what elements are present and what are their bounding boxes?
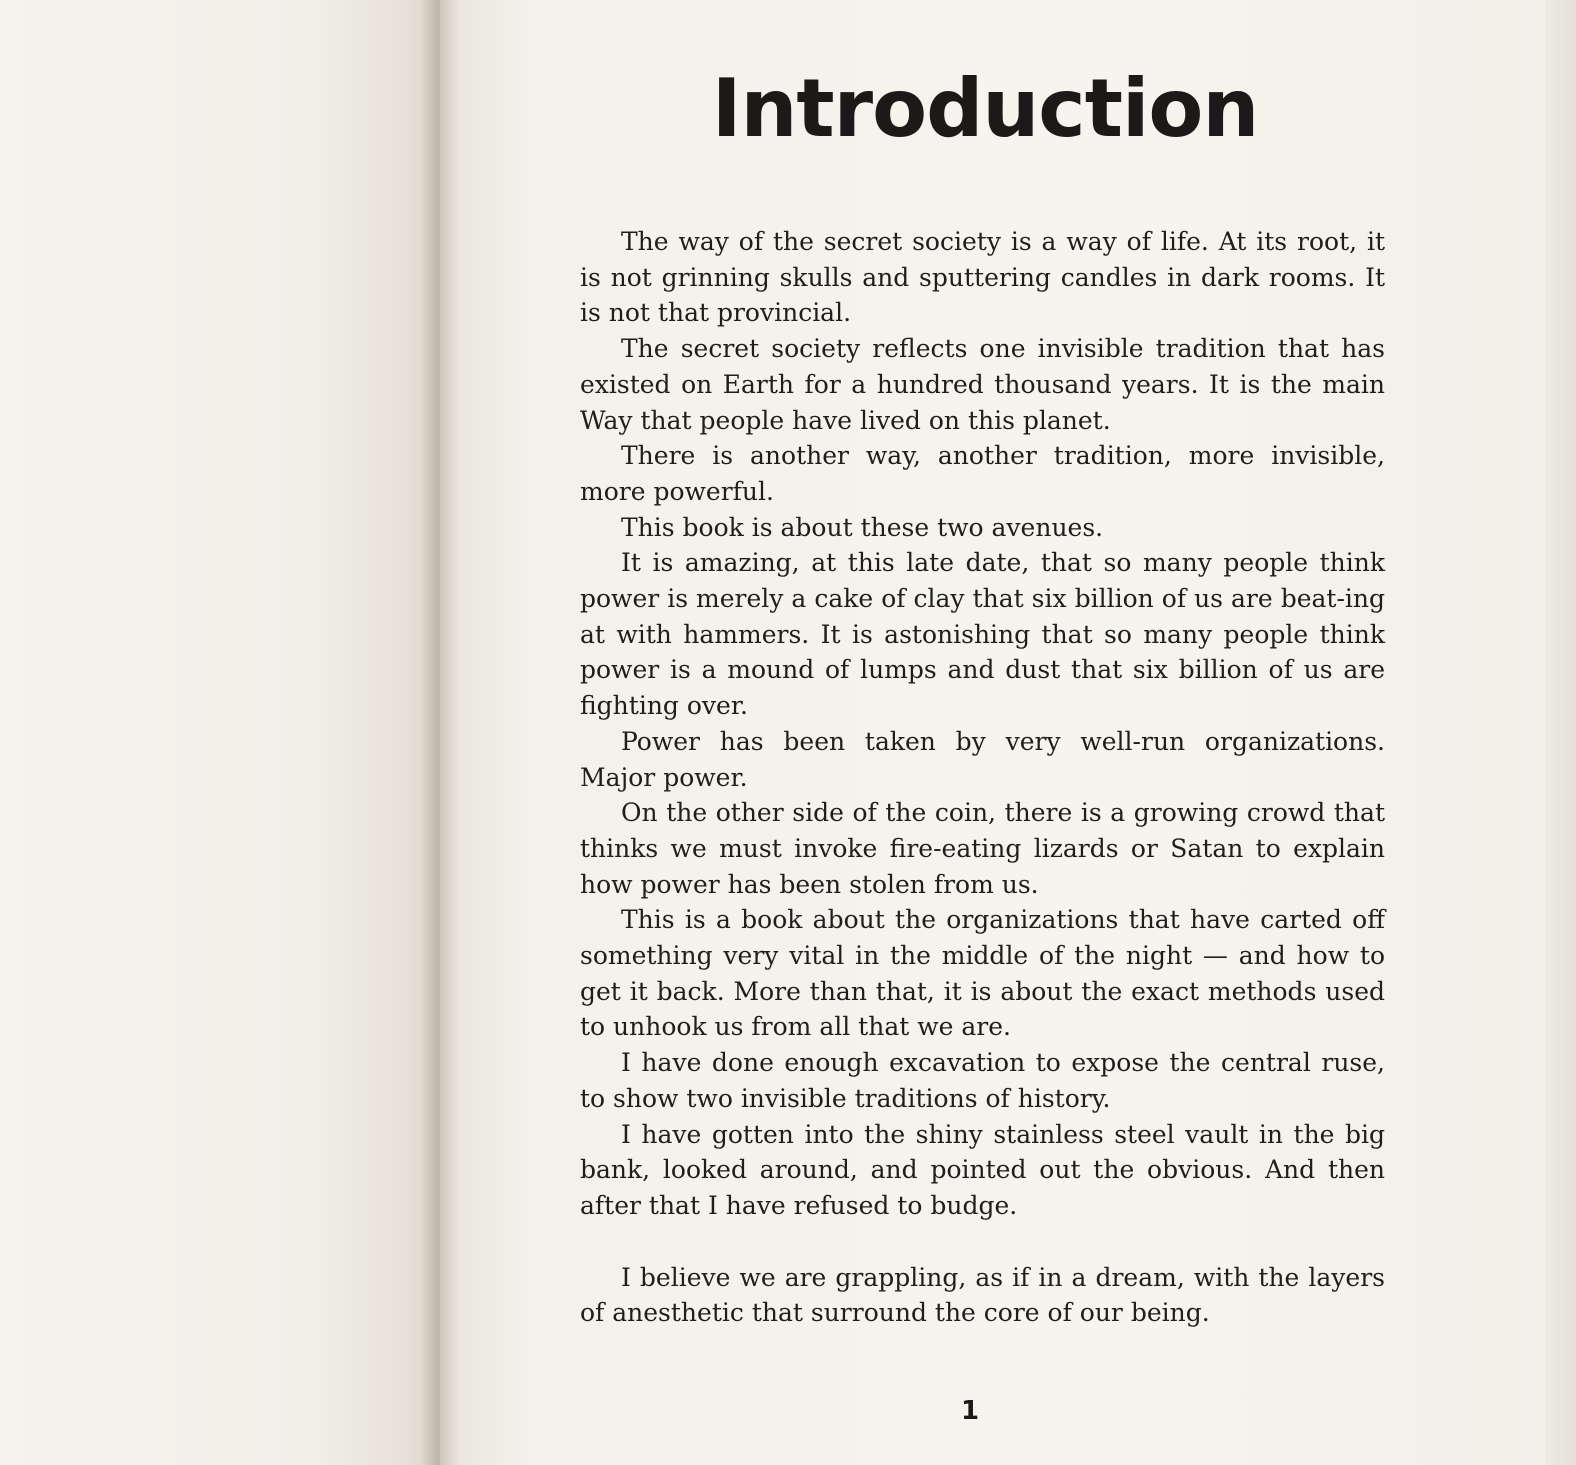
paragraph: I have gotten into the shiny stainless steel vault in the big bank, looked around, and pointed out the obvious. And then after that I have refused to budge. [580,1119,1385,1220]
paragraph: It is amazing, at this late date, that so many people think power is merely a cake of clay that six billion of us are beat-ing at with hammers. It is astonishing that so many people think power is a mound of lumps and dust that six billion of us are fighting over. [580,548,1385,721]
paragraph: There is another way, another tradition, more invisible, more powerful. [580,441,1385,506]
paragraph: This book is about these two avenues. [621,512,1104,542]
chapter-title: Introduction [711,62,1259,155]
paragraph: I believe we are grappling, as if in a dream, with the layers of anesthetic that surround the core of our being. [580,1262,1385,1328]
book-gutter [420,0,460,1465]
paragraph: The secret society reflects one invisible tradition that has existed on Earth for a hundred thousand years. It is the main Way that people have lived on this planet. [580,334,1385,435]
page-number: 1 [960,1396,980,1426]
paragraph: The way of the secret society is a way of life. At its root, it is not grinning skulls and sputtering candles in dark rooms. It is not that provincial. [580,227,1385,328]
left-page [0,0,440,1465]
paragraph: Power has been taken by very well-run organizations. Major power. [580,726,1385,792]
paragraph: I have done enough excavation to expose the central ruse, to show two invisible traditions of history. [580,1048,1385,1113]
body-text [580,224,1385,1331]
page-edge [1545,0,1576,1465]
paragraph: On the other side of the coin, there is a growing crowd that thinks we must invoke fire-eating lizards or Satan to explain how power has been stolen from us. [580,798,1385,899]
paragraph: This is a book about the organizations that have carted off something very vital in the middle of the night — and how to get it back. More than that, it is about the exact methods used to unhook us from all that we are. [580,905,1385,1042]
